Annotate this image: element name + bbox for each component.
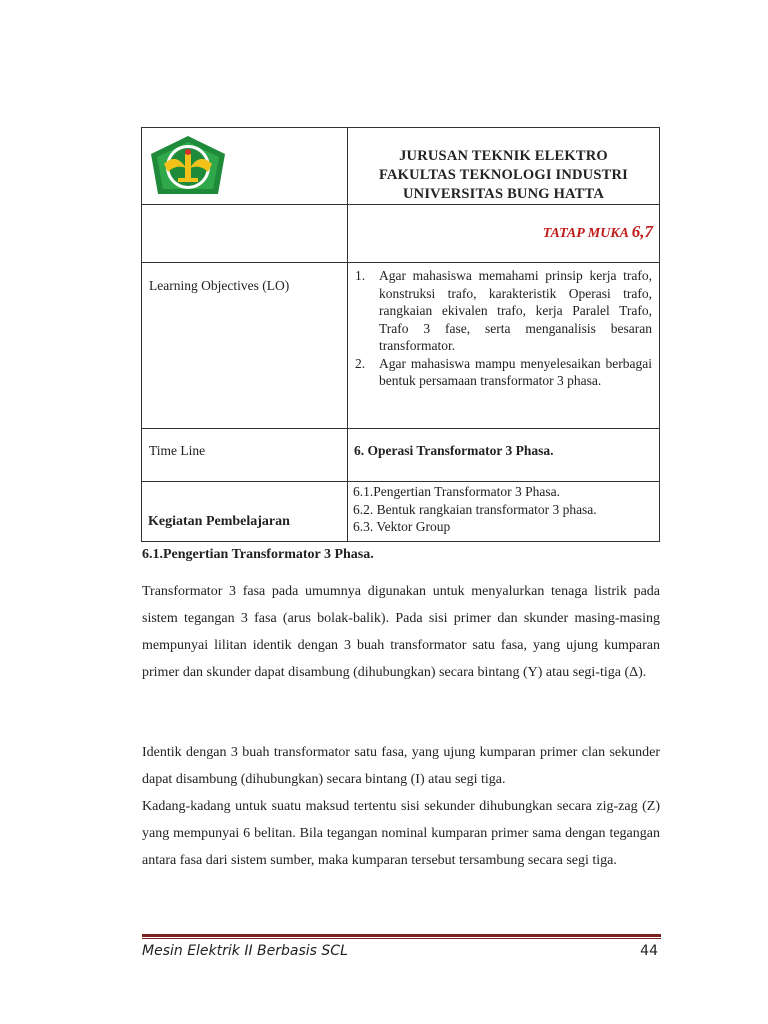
university-name: UNIVERSITAS BUNG HATTA [403,186,604,202]
section-heading: 6.1.Pengertian Transformator 3 Phasa. [142,547,374,562]
timeline-subitem: 6.3. Vektor Group [353,519,451,534]
footer-title: Mesin Elektrik II Berbasis SCL [142,943,348,959]
empty-cell [142,205,348,263]
empty-cell [142,482,348,542]
lo-item-number: 1. [355,268,366,283]
paragraph: Kadang-kadang untuk suatu maksud tertentu sisi sekunder dihubungkan secara zig-zag (Z) yang mempunyai 6 belitan. Bila tegangan nominal kumparan primer sama dengan tegangan antara fasa dari sistem sumber, maka kumparan tersebut tersambung secara segi tiga. [142,799,660,868]
lo-item-number: 2. [355,355,366,371]
timeline-subitem: 6.2. Bentuk rangkaian transformator 3 phasa. [353,501,597,517]
institution-cell [348,128,660,205]
lo-item [355,267,652,355]
course-header-table [141,127,660,542]
timeline-subitems [348,482,660,542]
lo-label: Learning Objectives (LO) [142,263,348,429]
department-name: JURUSAN TEKNIK ELEKTRO [399,148,608,164]
tatap-label: TATAP MUKA [542,226,629,241]
tatap-muka [348,205,660,263]
university-logo [148,134,228,200]
page-number: 44 [640,943,658,959]
logo-cell [142,128,348,205]
kegiatan-heading: Kegiatan Pembelajaran [148,514,290,529]
lo-item [355,355,652,390]
lo-item-text: Agar mahasiswa memahami prinsip kerja trafo, konstruksi trafo, karakteristik Operasi trafo, rangkaian ekivalen trafo, kerja Paralel Trafo, Trafo 3 fase, serta menganalisis besaran transformator. [379,268,652,353]
timeline-title: 6. Operasi Transformator 3 Phasa. [348,429,660,482]
lo-item-text: Agar mahasiswa mampu menyelesaikan berbagai bentuk persamaan transformator 3 phasa. [379,355,652,388]
paragraph: Transformator 3 fasa pada umumnya digunakan untuk menyalurkan tenaga listrik pada sistem tegangan 3 fasa (arus bolak-balik). Pada sisi primer dan skunder masing-masing mempunyai lilitan identik dengan 3 buah transformator satu fasa, yang ujung kumparan primer dan skunder dapat disambung (dihubungkan) secara bintang (Y) atau segi-tiga (Δ). [142,584,660,680]
lo-items-cell [348,263,660,429]
lo-list [348,263,659,390]
timeline-label: Time Line [142,429,348,482]
timeline-subitem: 6.1.Pengertian Transformator 3 Phasa. [353,484,560,499]
footer-rule-thin [142,938,661,939]
tatap-value: 6,7 [631,222,653,241]
footer-rule [142,934,661,937]
faculty-name: FAKULTAS TEKNOLOGI INDUSTRI [378,167,628,183]
paragraph: Identik dengan 3 buah transformator satu fasa, yang ujung kumparan primer clan sekunder dapat disambung (dihubungkan) secara bintang (I) atau segi tiga. [142,745,660,787]
